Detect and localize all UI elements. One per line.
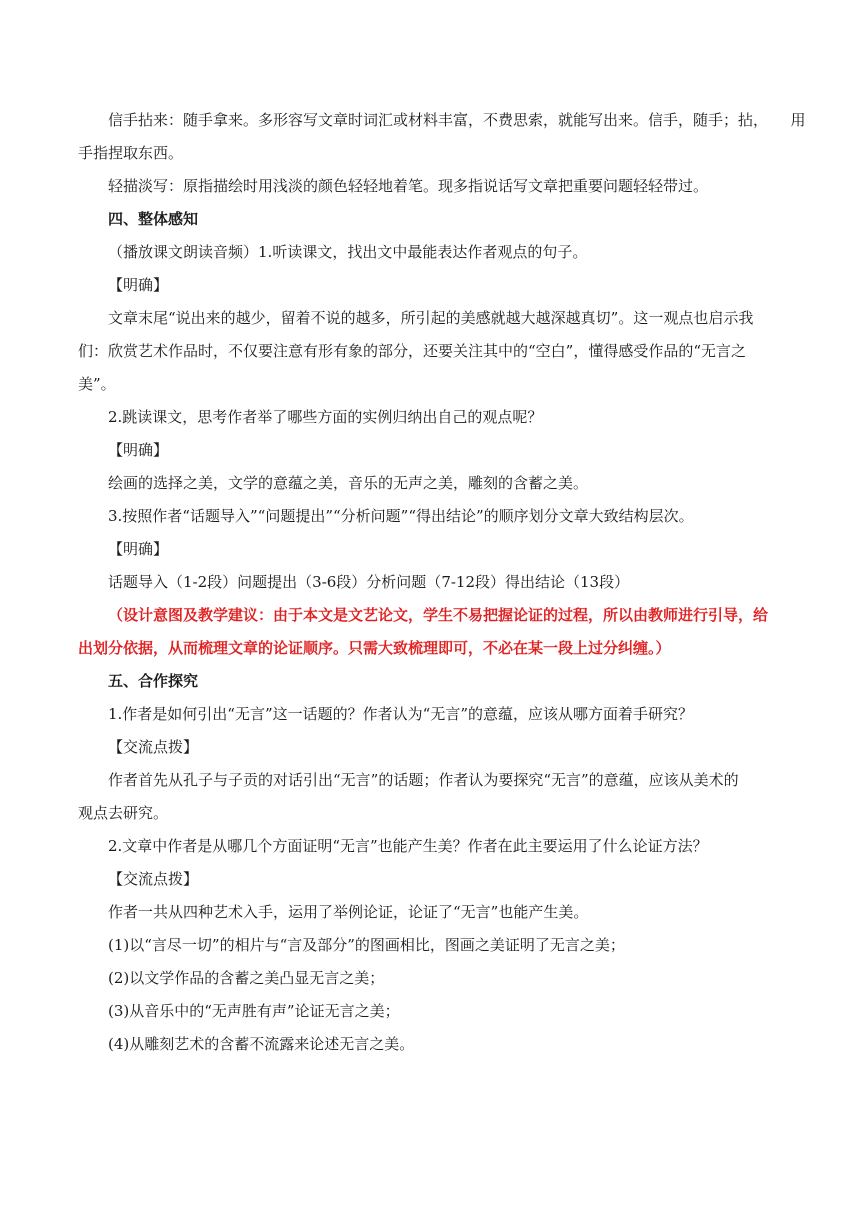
text-line: (2)以文学作品的含蓄之美凸显无言之美；	[108, 969, 385, 987]
section-heading: 五、合作探究	[108, 672, 199, 690]
text-line: 美”。	[78, 375, 116, 393]
text-line: 观点去研究。	[78, 804, 169, 822]
teaching-note-line: 出划分依据，从而梳理文章的论证顺序。只需大致梳理即可，不必在某一段上过分纠缠。）	[78, 639, 671, 657]
text-line: 轻描淡写：原指描绘时用浅淡的颜色轻轻地着笔。现多指说话写文章把重要问题轻轻带过。	[108, 177, 709, 195]
text-line: 2.跳读课文，思考作者举了哪些方面的实例归纳出自己的观点呢？	[108, 408, 543, 426]
teaching-note-line: （设计意图及教学建议：由于本文是文艺论文，学生不易把握论证的过程，所以由教师进行引导，给	[108, 606, 769, 624]
text-line: 3.按照作者“话题导入”“问题提出”“分析问题”“得出结论”的顺序划分文章大致结构层次。	[108, 507, 694, 525]
text-line: (1)以“言尽一切”的相片与“言及部分”的图画相比，图画之美证明了无言之美；	[108, 936, 625, 954]
text-line: 们：欣赏艺术作品时，不仅要注意有形有象的部分，还要关注其中的“空白”，懂得感受作品的“无言之	[78, 342, 747, 360]
text-line: 作者首先从孔子与子贡的对话引出“无言”的话题；作者认为要探究“无言”的意蕴，应该从美术的	[108, 771, 739, 789]
text-line: 绘画的选择之美，文学的意蕴之美，音乐的无声之美，雕刻的含蓄之美。	[108, 474, 589, 492]
text-line: 2.文章中作者是从哪几个方面证明“无言”也能产生美？作者在此主要运用了什么论证方法？	[108, 837, 708, 855]
text-line: 1.作者是如何引出“无言”这一话题的？作者认为“无言”的意蕴，应该从哪方面着手研究？	[108, 705, 693, 723]
text-line: 作者一共从四种艺术入手，运用了举例论证，论证了“无言”也能产生美。	[108, 903, 589, 921]
text-line: 【交流点拨】	[108, 870, 199, 888]
section-heading: 四、整体感知	[108, 210, 199, 228]
text-line: 手指捏取东西。	[78, 144, 184, 162]
text-line: 文章末尾“说出来的越少，留着不说的越多，所引起的美感就越大越深越真切”。这一观点也启示我	[108, 309, 754, 327]
document-body	[78, 104, 806, 1061]
text-line: (4)从雕刻艺术的含蓄不流露来论述无言之美。	[108, 1035, 415, 1053]
text-line: （播放课文朗读音频）1.听读课文，找出文中最能表达作者观点的句子。	[108, 243, 588, 261]
text-line: (3)从音乐中的“无声胜有声”论证无言之美；	[108, 1002, 400, 1020]
text-line: 【明确】	[108, 540, 169, 558]
text-line: 【交流点拨】	[108, 738, 199, 756]
text-line: 话题导入（1-2段）问题提出（3-6段）分析问题（7-12段）得出结论（13段）	[108, 573, 630, 591]
text-line: 【明确】	[108, 441, 169, 459]
text-line: 信手拈来：随手拿来。多形容写文章时词汇或材料丰富，不费思索，就能写出来。信手，随手；拈， 用	[108, 111, 806, 129]
text-line: 【明确】	[108, 276, 169, 294]
